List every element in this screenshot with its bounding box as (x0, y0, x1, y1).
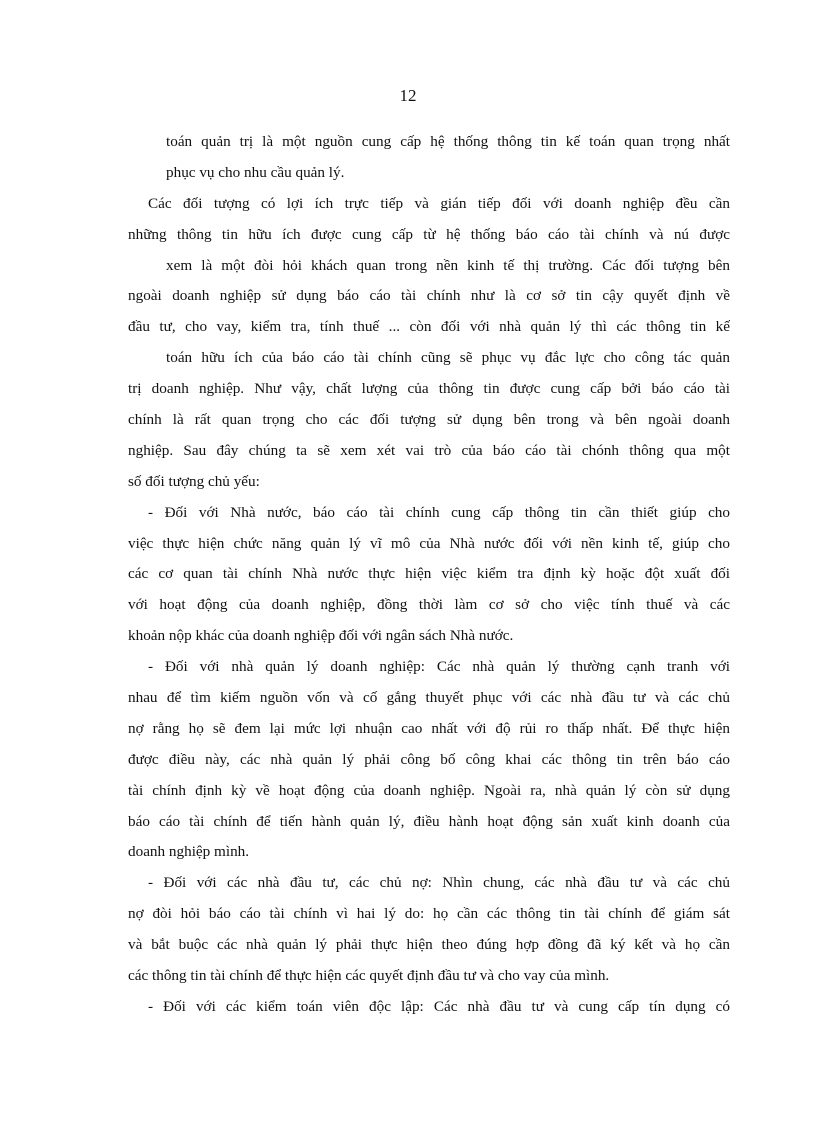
text-line: báo cáo tài chính để tiến hành quản lý, điều hành hoạt động sản xuất kinh doanh của (128, 812, 730, 830)
text-line: nợ đòi hỏi báo cáo tài chính vì hai lý do: họ cần các thông tin tài chính để giám sát (128, 905, 730, 923)
text-line: Các đối tượng có lợi ích trực tiếp và gián tiếp đối với doanh nghiệp đều cần (148, 194, 730, 212)
text-line: các thông tin tài chính để thực hiện các quyết định đầu tư và cho vay của mình. (128, 967, 610, 985)
text-line: đầu tư, cho vay, kiểm tra, tính thuế ... còn đối với nhà quản lý thì các thông tin kế (128, 318, 730, 336)
text-line: - Đối với nhà quản lý doanh nghiệp: Các nhà quản lý thường cạnh tranh với (148, 658, 730, 676)
text-line: được điều này, các nhà quản lý phải công bố công khai các thông tin trên báo cáo (128, 750, 730, 768)
text-line: trị doanh nghiệp. Như vậy, chất lượng của thông tin được cung cấp bởi báo cáo tài (128, 380, 730, 398)
text-line: tài chính định kỳ về hoạt động của doanh nghiệp. Ngoài ra, nhà quản lý còn sử dụng (128, 781, 730, 799)
text-line: - Đối với các kiểm toán viên độc lập: Các nhà đầu tư và cung cấp tín dụng có (148, 997, 730, 1015)
text-line: - Đối với Nhà nước, báo cáo tài chính cung cấp thông tin cần thiết giúp cho (148, 503, 730, 521)
text-line: khoản nộp khác của doanh nghiệp đối với ngân sách Nhà nước. (128, 627, 514, 645)
text-line: những thông tin hữu ích được cung cấp từ hệ thống báo cáo tài chính và nú được (128, 225, 730, 243)
text-line: các cơ quan tài chính Nhà nước thực hiện việc kiểm tra định kỳ hoặc đột xuất đối (128, 565, 730, 583)
text-line: phục vụ cho nhu cầu quản lý. (166, 163, 345, 181)
text-line: toán hữu ích của báo cáo tài chính cũng sẽ phục vụ đắc lực cho công tác quản (166, 349, 730, 367)
text-line: chính là rất quan trọng cho các đối tượng sử dụng bên trong và bên ngoài doanh (128, 411, 730, 429)
text-line: và bắt buộc các nhà quản lý phải thực hiện theo đúng hợp đồng đã ký kết và họ cần (128, 936, 730, 954)
text-line: toán quản trị là một nguồn cung cấp hệ thống thông tin kế toán quan trọng nhất (166, 133, 730, 150)
body-text (128, 127, 730, 1023)
text-line: số đối tượng chủ yếu: (128, 472, 260, 490)
text-line: - Đối với các nhà đầu tư, các chủ nợ: Nhìn chung, các nhà đầu tư và các chủ (148, 874, 730, 892)
text-line: doanh nghiệp mình. (128, 843, 250, 861)
text-line: xem là một đòi hỏi khách quan trong nền kinh tế thị trường. Các đối tượng bên (166, 256, 730, 274)
text-line: với hoạt động của doanh nghiệp, đồng thời làm cơ sở cho việc tính thuế và các (128, 596, 730, 614)
page-number: 12 (399, 86, 417, 105)
text-line: ngoài doanh nghiệp sử dụng báo cáo tài chính như là cơ sở tin cậy quyết định về (128, 287, 730, 305)
text-line: việc thực hiện chức năng quản lý vĩ mô của Nhà nước đối với nền kinh tế, giúp cho (128, 534, 730, 552)
text-line: nợ rằng họ sẽ đem lại mức lợi nhuận cao nhất với độ rủi ro thấp nhất. Để thực hiện (128, 719, 730, 737)
text-line: nhau để tìm kiếm nguồn vốn và cố gắng thuyết phục với các nhà đầu tư và các chủ (128, 689, 730, 707)
text-line: nghiệp. Sau đây chúng ta sẽ xem xét vai trò của báo cáo tài chónh thông qua một (128, 441, 730, 459)
